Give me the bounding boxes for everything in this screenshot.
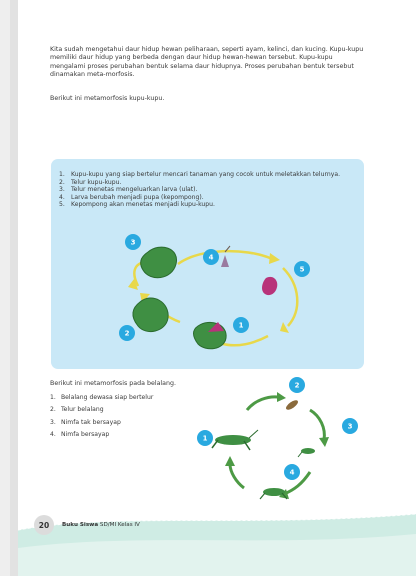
intro-paragraph: Kita sudah mengetahui daur hidup hewan peliharaan, seperti ayam, kelinci, dan kucing. Kupu-kupu memiliki daur hidup yang berbeda dengan daur hidup hewan-hewan tersebut. Kupu-kupu mengalami proses perubahan bentuk selama daur hidupnya. Proses perubahan bentuk tersebut dinamakan meta-morfosis. [50,46,364,79]
butterfly-step: 3. Telur menetas mengeluarkan larva (ulat). [59,186,198,194]
badge-4-label: 4 [289,468,295,477]
badge-4-label: 4 [208,253,214,262]
grasshopper-step: 2. Telur belalang [50,406,104,414]
grasshopper-step: 4. Nimfa bersayap [50,431,110,439]
page-footer [34,514,140,536]
butterfly-step: 4. Larva berubah menjadi pupa (kepompong). [59,193,204,201]
badge-2-label: 2 [294,381,300,390]
badge-1-label: 1 [238,321,244,330]
badge-5-label: 5 [299,265,305,274]
book-title: Buku Siswa SD/MI Kelas IV [62,522,140,528]
butterfly-intro: Berikut ini metamorfosis kupu-kupu. [50,95,165,102]
grasshopper-step: 1. Belalang dewasa siap bertelur [50,394,154,401]
grasshopper-step: 3. Nimfa tak bersayap [50,418,121,426]
butterfly-step: 1. Kupu-kupu yang siap bertelur mencari tanaman yang cocok untuk meletakkan telurnya. [59,171,341,178]
badge-1-label: 1 [202,434,208,443]
badge-2-label: 2 [124,329,130,338]
butterfly-step: 2. Telur kupu-kupu. [59,178,122,186]
badge-3-label: 3 [347,422,353,431]
badge-3-label: 3 [130,238,136,247]
butterfly-step: 5. Kepompong akan menetas menjadi kupu-kupu. [59,201,215,209]
grasshopper-intro: Berikut ini metamorfosis pada belalang. [50,380,177,387]
page-number: 20 [34,515,54,535]
